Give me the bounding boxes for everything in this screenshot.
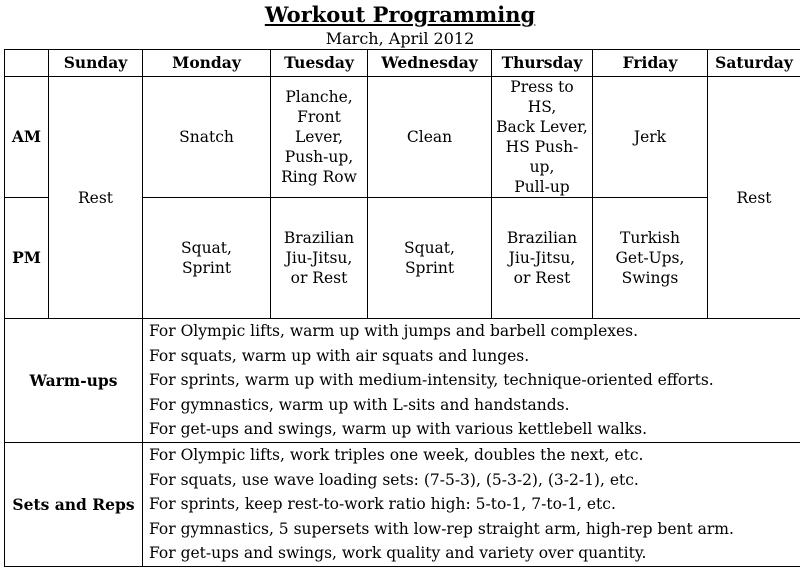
cell-line: Turkish xyxy=(619,229,681,247)
warmups-label: Warm-ups xyxy=(5,319,143,443)
cell-line: Squat, xyxy=(181,239,232,257)
cell-line: Sprint xyxy=(181,259,232,277)
cell-line: HS Push-up, xyxy=(505,138,579,176)
cell-line: or Rest xyxy=(513,269,571,287)
sets-reps-line: For squats, use wave loading sets: (7-5-3), (5-3-2), (3-2-1), etc. xyxy=(149,470,639,489)
sets-reps-row xyxy=(5,443,800,567)
day-header-thursday: Thursday xyxy=(492,50,593,77)
warmups-line: For get-ups and swings, warm up with various kettlebell walks. xyxy=(149,420,648,439)
schedule-table xyxy=(4,49,800,567)
pm-tuesday-cell xyxy=(271,198,368,319)
am-row xyxy=(5,77,800,198)
warmups-line: For sprints, warm up with medium-intensity, technique-oriented efforts. xyxy=(149,371,714,390)
am-friday-cell xyxy=(593,77,708,198)
cell-line: Jiu-Jitsu, xyxy=(508,249,576,267)
cell-line: or Rest xyxy=(290,269,348,287)
am-monday-cell xyxy=(143,77,271,198)
pm-thursday-cell xyxy=(492,198,593,319)
sets-reps-line: For get-ups and swings, work quality and variety over quantity. xyxy=(149,544,647,563)
am-label: AM xyxy=(5,77,49,198)
corner-cell xyxy=(5,50,49,77)
cell-line: Jiu-Jitsu, xyxy=(285,249,353,267)
cell-line: Press to HS, xyxy=(510,78,574,116)
cell-line: Back Lever, xyxy=(496,118,588,136)
sets-reps-line: For sprints, keep rest-to-work ratio high: 5-to-1, 7-to-1, etc. xyxy=(149,495,616,514)
warmups-line: For Olympic lifts, warm up with jumps and barbell complexes. xyxy=(149,322,639,341)
warmups-row xyxy=(5,319,800,443)
header-row xyxy=(5,50,800,77)
cell-line: Pull-up xyxy=(514,178,570,196)
sunday-cell: Rest xyxy=(49,77,143,319)
warmups-line: For squats, warm up with air squats and lunges. xyxy=(149,346,530,365)
day-header-tuesday: Tuesday xyxy=(271,50,368,77)
cell-line: Front Lever, xyxy=(294,108,344,146)
saturday-cell: Rest xyxy=(708,77,800,319)
am-thursday-cell xyxy=(492,77,593,198)
cell-line: Get-Ups, xyxy=(615,249,685,267)
pm-friday-cell xyxy=(593,198,708,319)
pm-wednesday-cell xyxy=(368,198,492,319)
sets-reps-line: For Olympic lifts, work triples one week, doubles the next, etc. xyxy=(149,446,644,465)
sets-reps-notes xyxy=(143,443,800,567)
cell-line: Clean xyxy=(406,128,453,146)
cell-line: Brazilian xyxy=(283,229,355,247)
cell-line: Brazilian xyxy=(506,229,578,247)
day-header-monday: Monday xyxy=(143,50,271,77)
day-header-saturday: Saturday xyxy=(708,50,800,77)
cell-line: Sprint xyxy=(404,259,455,277)
pm-monday-cell xyxy=(143,198,271,319)
pm-label: PM xyxy=(5,198,49,319)
page-title: Workout Programming xyxy=(264,2,536,27)
cell-line: Squat, xyxy=(404,239,455,257)
cell-line: Ring Row xyxy=(281,168,357,186)
day-header-friday: Friday xyxy=(593,50,708,77)
page-subtitle: March, April 2012 xyxy=(325,29,475,48)
cell-line: Push-up, xyxy=(284,148,354,166)
sets-reps-line: For gymnastics, 5 supersets with low-rep straight arm, high-rep bent arm. xyxy=(149,519,734,538)
cell-line: Planche, xyxy=(285,88,353,106)
cell-line: Jerk xyxy=(633,128,667,146)
am-wednesday-cell xyxy=(368,77,492,198)
sets-reps-label: Sets and Reps xyxy=(5,443,143,567)
cell-line: Snatch xyxy=(179,128,234,146)
day-header-sunday: Sunday xyxy=(49,50,143,77)
day-header-wednesday: Wednesday xyxy=(368,50,492,77)
warmups-line: For gymnastics, warm up with L-sits and handstands. xyxy=(149,395,570,414)
am-tuesday-cell xyxy=(271,77,368,198)
warmups-notes xyxy=(143,319,800,443)
cell-line: Swings xyxy=(621,269,679,287)
